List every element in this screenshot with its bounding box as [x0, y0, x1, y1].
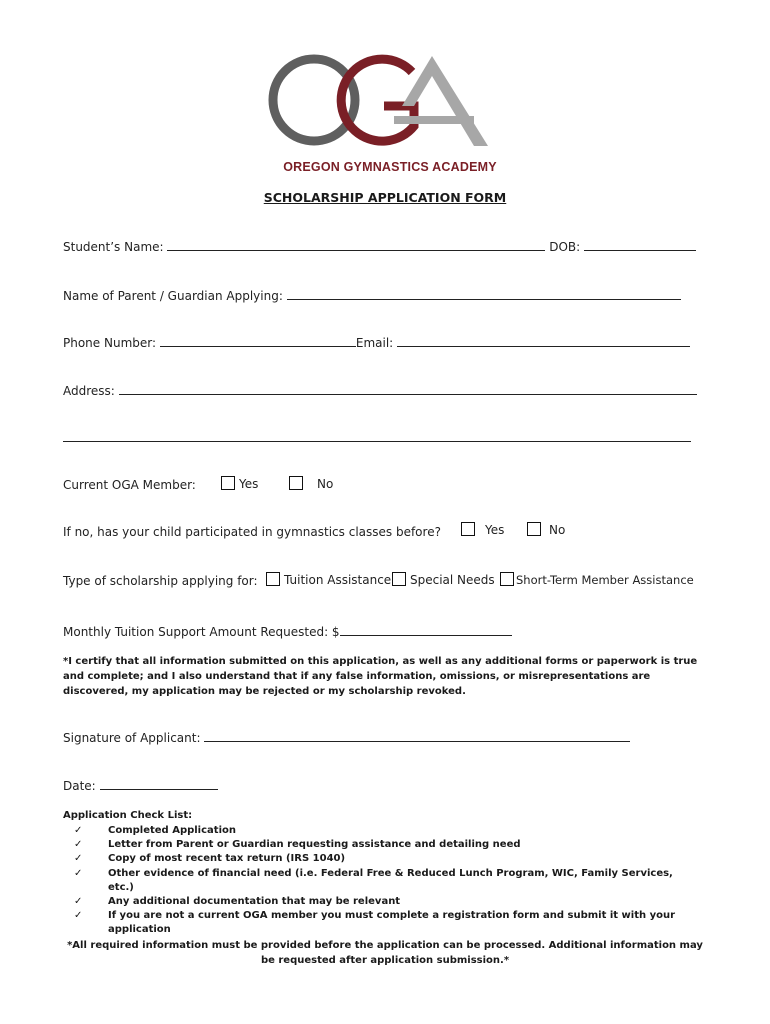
signature-row — [63, 730, 630, 745]
form-title: SCHOLARSHIP APPLICATION FORM — [263, 190, 507, 205]
checklist — [74, 824, 694, 938]
checkmark-icon: ✓ — [74, 867, 83, 879]
email-field[interactable] — [397, 335, 690, 347]
oga-logo-mark — [262, 48, 512, 160]
date-label: Date: — [63, 779, 96, 793]
checkmark-icon: ✓ — [74, 910, 83, 922]
list-item: ✓ Any additional documentation that may be relevant — [74, 895, 694, 909]
certification-text: *I certify that all information submitted on this application, as well as any additional forms or paperwork is true and complete; and I also understand that if any false information, omissions, or misrepresentations are discovered, my application may be rejected or my scholarship revoked. — [63, 656, 698, 697]
student-name-field[interactable] — [167, 239, 545, 251]
amount-field[interactable] — [340, 624, 512, 636]
member-yes-checkbox[interactable] — [221, 476, 235, 490]
phone-label: Phone Number: — [63, 336, 157, 350]
special-needs-checkbox[interactable] — [392, 572, 406, 586]
scholarship-option-short-term[interactable] — [500, 572, 694, 587]
member-no-option[interactable] — [289, 476, 333, 491]
special-needs-label: Special Needs — [410, 573, 495, 587]
student-name-label: Student’s Name: — [63, 240, 164, 254]
signature-label: Signature of Applicant: — [63, 731, 201, 745]
email-label: Email: — [355, 336, 394, 350]
member-label: Current OGA Member: — [63, 478, 196, 492]
scholarship-label: Type of scholarship applying for: — [63, 574, 258, 588]
address-field-line2[interactable] — [63, 430, 691, 442]
classes-no-option[interactable] — [527, 522, 565, 537]
parent-row — [63, 288, 681, 303]
tuition-checkbox[interactable] — [266, 572, 280, 586]
date-row — [63, 778, 218, 793]
scholarship-option-tuition[interactable] — [266, 572, 391, 587]
list-item: ✓ Copy of most recent tax return (IRS 1040) — [74, 852, 694, 866]
amount-label: Monthly Tuition Support Amount Requested: $ — [63, 625, 340, 639]
classes-yes-label: Yes — [485, 523, 505, 537]
classes-no-checkbox[interactable] — [527, 522, 541, 536]
address-field-line1[interactable] — [119, 383, 697, 395]
list-item: ✓ Completed Application — [74, 824, 694, 838]
short-term-label: Short-Term Member Assistance — [516, 573, 694, 587]
dob-field[interactable] — [584, 239, 696, 251]
classes-no-label: No — [549, 523, 566, 537]
member-yes-label: Yes — [239, 477, 259, 491]
classes-label: If no, has your child participated in gymnastics classes before? — [63, 525, 441, 539]
classes-yes-option[interactable] — [461, 522, 504, 537]
parent-field[interactable] — [287, 288, 681, 300]
member-yes-option[interactable] — [221, 476, 258, 491]
amount-row — [63, 624, 512, 639]
oga-logo — [262, 48, 512, 184]
date-field[interactable] — [100, 778, 218, 790]
signature-field[interactable] — [204, 730, 630, 742]
checkmark-icon: ✓ — [74, 853, 83, 865]
org-name: OREGON GYMNASTICS ACADEMY — [283, 160, 497, 174]
list-item: ✓ Letter from Parent or Guardian requesting assistance and detailing need — [74, 838, 694, 852]
student-name-row — [63, 239, 696, 254]
address-row-2 — [63, 430, 691, 445]
classes-yes-checkbox[interactable] — [461, 522, 475, 536]
short-term-checkbox[interactable] — [500, 572, 514, 586]
phone-email-row — [63, 335, 690, 350]
dob-label: DOB: — [549, 240, 581, 254]
address-label: Address: — [63, 384, 115, 398]
footer-note: *All required information must be provided before the application can be processed. Additional information may be requested after application submission.* — [67, 940, 703, 966]
member-no-checkbox[interactable] — [289, 476, 303, 490]
checkmark-icon: ✓ — [74, 896, 83, 908]
phone-field[interactable] — [160, 335, 356, 347]
parent-label: Name of Parent / Guardian Applying: — [63, 289, 283, 303]
checkmark-icon: ✓ — [74, 839, 83, 851]
address-row — [63, 383, 697, 398]
list-item: ✓ Other evidence of financial need (i.e. Federal Free & Reduced Lunch Program, WIC, Family Services, etc.) — [74, 867, 673, 893]
list-item: ✓ If you are not a current OGA member you must complete a registration form and submit it with your application — [74, 910, 676, 936]
checkmark-icon: ✓ — [74, 825, 83, 836]
checklist-title: Application Check List: — [63, 810, 193, 821]
tuition-label: Tuition Assistance — [284, 573, 392, 587]
member-no-label: No — [317, 477, 334, 491]
scholarship-option-special[interactable] — [392, 572, 495, 587]
